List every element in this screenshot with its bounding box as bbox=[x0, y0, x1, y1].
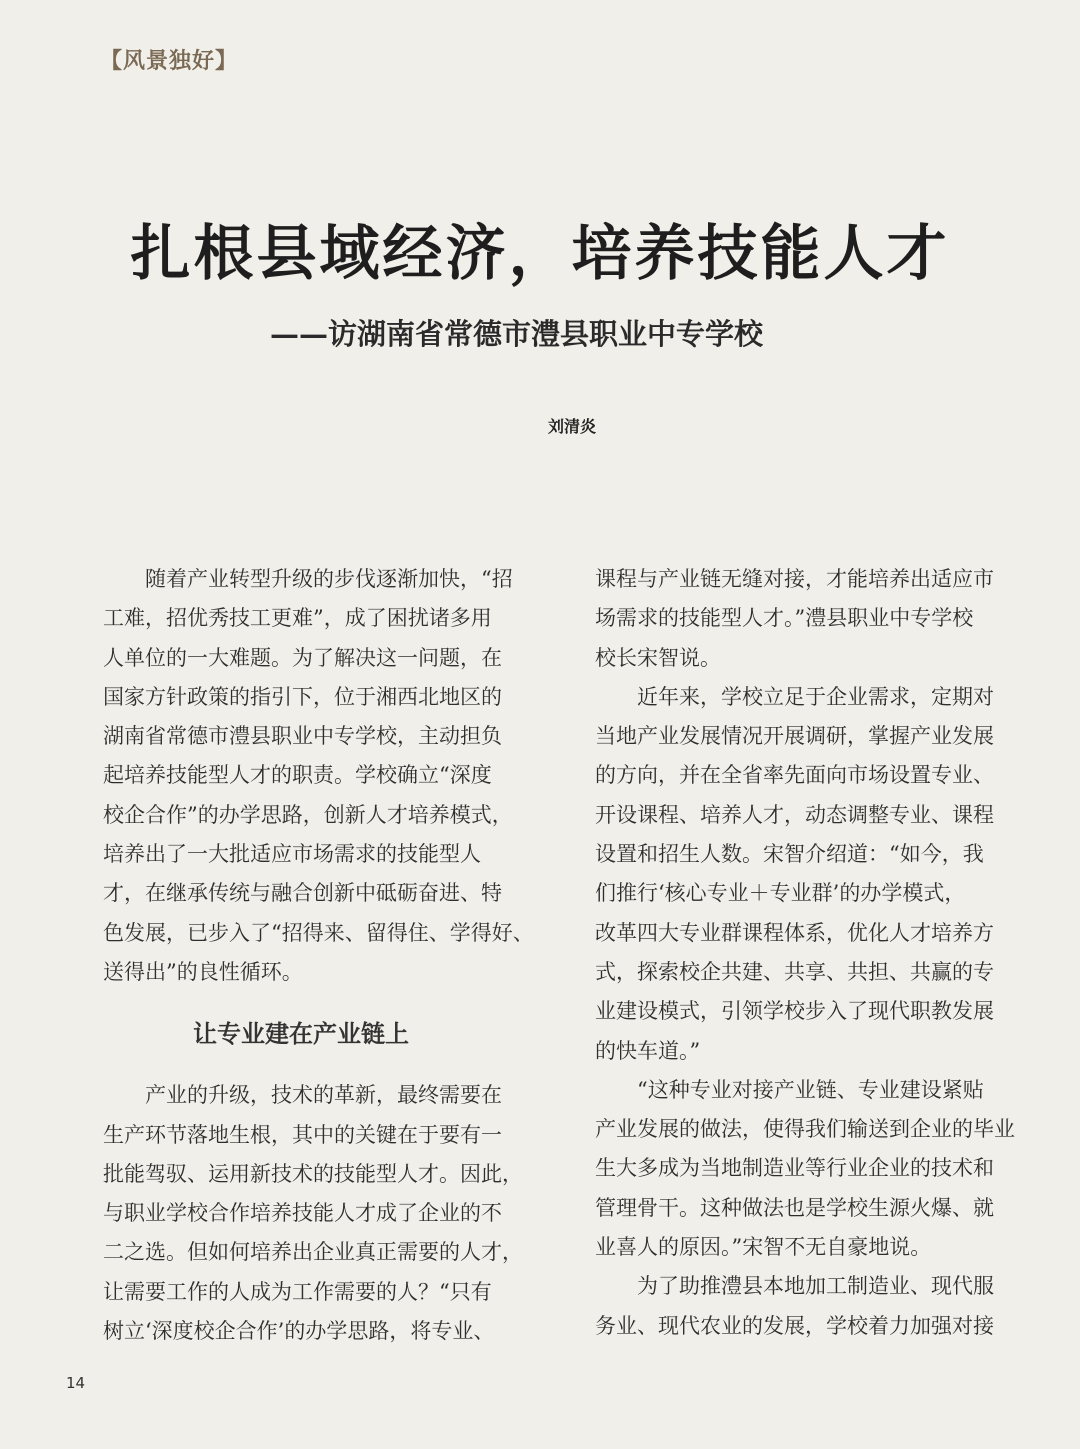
text-line: 务业、现代农业的发展，学校着力加强对接 bbox=[595, 1313, 994, 1338]
text-line: 改革四大专业群课程体系，优化人才培养方 bbox=[595, 920, 994, 945]
text-line: 起培养技能型人才的职责。学校确立“深度 bbox=[103, 763, 492, 788]
text-line: 设置和招生人数。宋智介绍道：“如今，我 bbox=[595, 842, 984, 867]
text-line: “这种专业对接产业链、专业建设紧贴 bbox=[595, 1077, 984, 1102]
text-line: 课程与产业链无缝对接，才能培养出适应市 bbox=[595, 567, 994, 591]
paragraph-1 bbox=[103, 560, 543, 992]
text-line: 树立‘深度校企合作’的办学思路，将专业、 bbox=[103, 1319, 495, 1344]
text-line: 开设课程、培养人才，动态调整专业、课程 bbox=[595, 802, 994, 827]
text-line: 湖南省常德市澧县职业中专学校，主动担负 bbox=[103, 724, 502, 749]
text-line: 管理骨干。这种做法也是学校生源火爆、就 bbox=[595, 1195, 994, 1220]
text-line: 送得出”的良性循环。 bbox=[103, 959, 303, 984]
text-line: 校企合作”的办学思路，创新人才培养模式， bbox=[103, 802, 513, 827]
text-line: 产业的升级，技术的革新，最终需要在 bbox=[103, 1083, 502, 1108]
text-line: 场需求的技能型人才。”澧县职业中专学校 bbox=[595, 606, 974, 631]
page-number: 14 bbox=[66, 1374, 86, 1392]
paragraph-2 bbox=[103, 1076, 543, 1351]
text-line: 人单位的一大难题。为了解决这一问题，在 bbox=[103, 645, 502, 670]
text-line: 产业发展的做法，使得我们输送到企业的毕业 bbox=[595, 1117, 1015, 1142]
text-line: 色发展，已步入了“招得来、留得住、学得好、 bbox=[103, 920, 534, 945]
section-tag: 【风景独好】 bbox=[100, 49, 239, 74]
text-line: 的快车道。” bbox=[595, 1038, 701, 1063]
text-line: 培养出了一大批适应市场需求的技能型人 bbox=[103, 842, 481, 867]
article-title: 扎根县域经济，培养技能人才 bbox=[130, 219, 950, 289]
text-line: 与职业学校合作培养技能人才成了企业的不 bbox=[103, 1201, 502, 1226]
text-line: 工难，招优秀技工更难”，成了困扰诸多用 bbox=[103, 606, 492, 631]
text-line: 式，探索校企共建、共享、共担、共赢的专 bbox=[595, 959, 994, 984]
text-line: 生大多成为当地制造业等行业企业的技术和 bbox=[595, 1156, 994, 1181]
right-column bbox=[595, 560, 1035, 1346]
text-line: 校长宋智说。 bbox=[595, 645, 721, 670]
text-line: 批能驾驭、运用新技术的技能型人才。因此， bbox=[103, 1161, 523, 1186]
text-line: 们推行‘核心专业＋专业群’的办学模式， bbox=[595, 881, 966, 906]
article-subtitle: ——访湖南省常德市澧县职业中专学校 bbox=[270, 317, 764, 351]
text-line: 近年来，学校立足于企业需求，定期对 bbox=[595, 684, 994, 709]
text-line: 让需要工作的人成为工作需要的人？“只有 bbox=[103, 1279, 492, 1304]
text-line: 为了助推澧县本地加工制造业、现代服 bbox=[595, 1274, 994, 1299]
text-line: 国家方针政策的指引下，位于湘西北地区的 bbox=[103, 684, 502, 709]
text-line: 生产环节落地生根，其中的关键在于要有一 bbox=[103, 1122, 502, 1147]
text-line: 的方向，并在全省率先面向市场设置专业、 bbox=[595, 763, 994, 788]
text-line: 业喜人的原因。”宋智不无自豪地说。 bbox=[595, 1235, 932, 1260]
text-line: 当地产业发展情况开展调研，掌握产业发展 bbox=[595, 724, 994, 749]
text-line: 才，在继承传统与融合创新中砥砺奋进、特 bbox=[103, 881, 502, 906]
author-name: 刘清炎 bbox=[547, 417, 596, 436]
left-column bbox=[103, 560, 543, 1351]
text-line: 二之选。但如何培养出企业真正需要的人才， bbox=[103, 1240, 523, 1265]
section-heading: 让专业建在产业链上 bbox=[193, 1020, 409, 1049]
text-line: 随着产业转型升级的步伐逐渐加快，“招 bbox=[103, 567, 513, 591]
text-line: 业建设模式，引领学校步入了现代职教发展 bbox=[595, 999, 994, 1024]
